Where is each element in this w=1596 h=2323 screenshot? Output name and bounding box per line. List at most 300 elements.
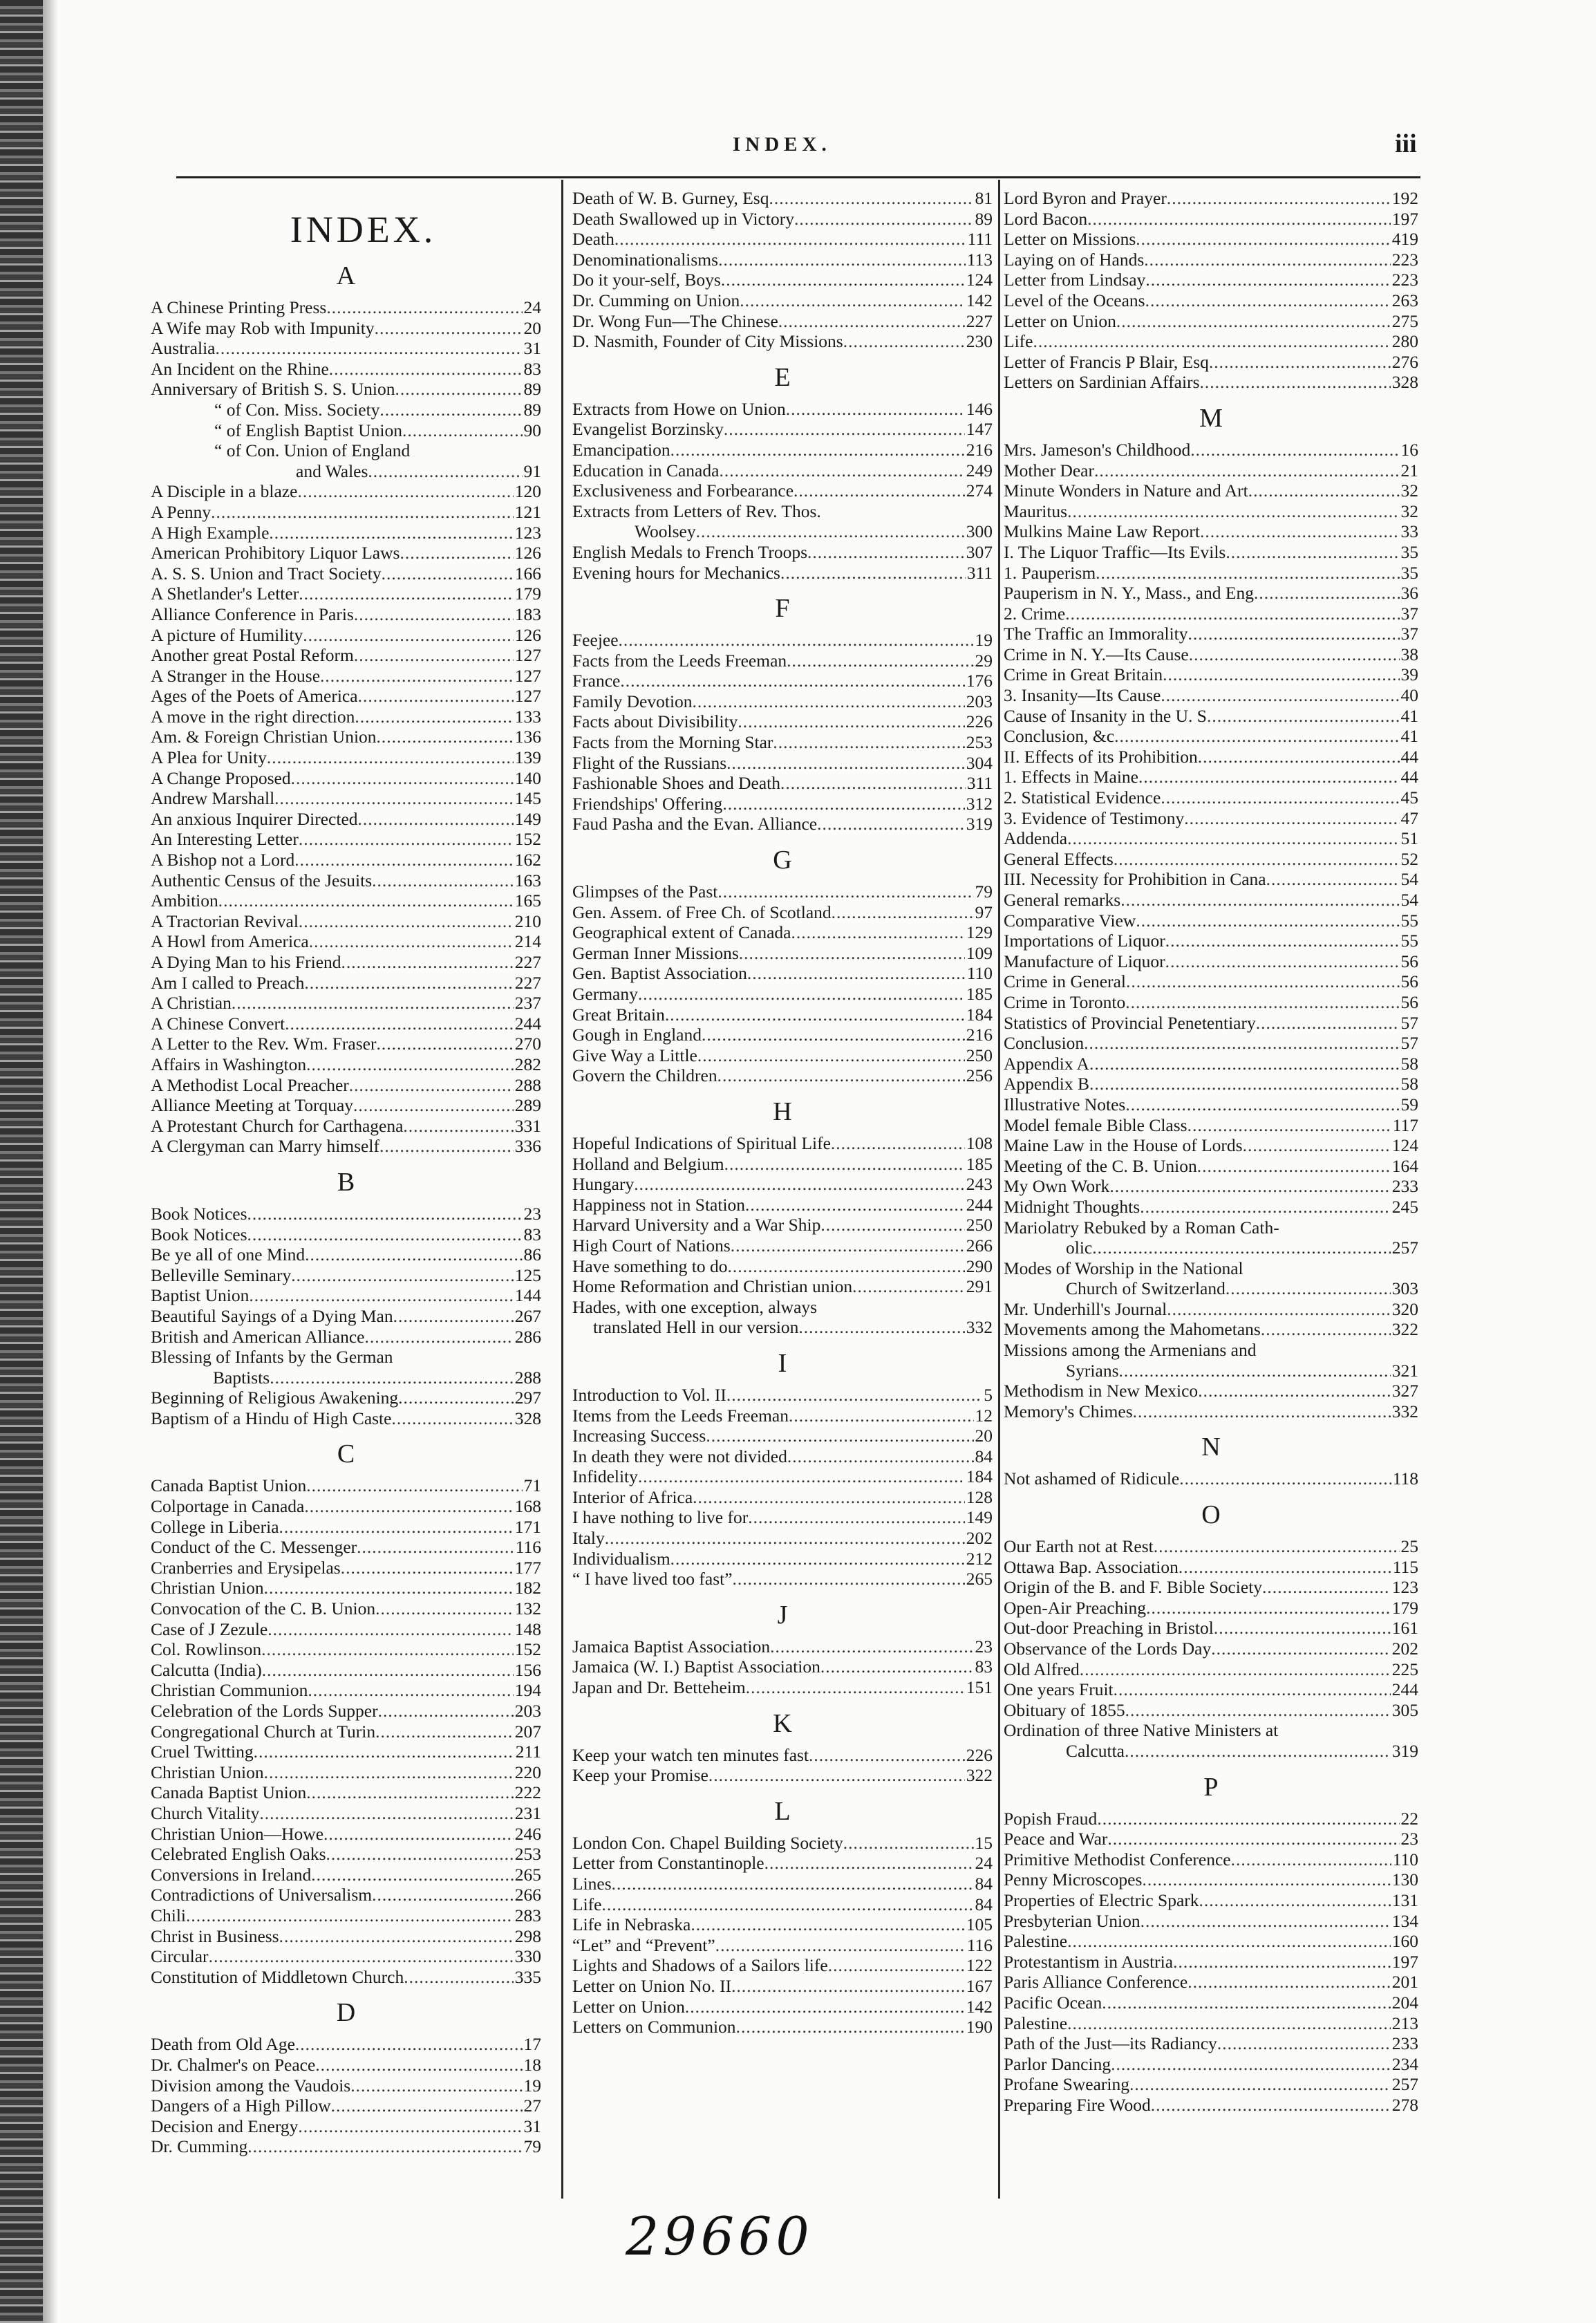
- dot-leader: [1120, 890, 1399, 911]
- page-ref: 250: [966, 1215, 993, 1235]
- page-ref: 35: [1400, 562, 1418, 583]
- header-rule: [176, 176, 1420, 178]
- entry-title: Keep your watch ten minutes fast: [572, 1744, 809, 1765]
- entry-title: Germany: [572, 984, 638, 1004]
- index-entry: [151, 1204, 541, 1224]
- index-subentry: [151, 420, 541, 441]
- section-letter: N: [1201, 1433, 1221, 1462]
- index-entry: [1004, 1340, 1418, 1361]
- dot-leader: [1165, 931, 1400, 951]
- index-entry: [1004, 1218, 1418, 1238]
- entry-title: German Inner Missions: [572, 942, 739, 963]
- index-entry-continuation: [1004, 1238, 1418, 1258]
- dot-leader: [247, 1204, 523, 1224]
- entry-title: In death they were not divided: [572, 1446, 787, 1466]
- entry-title: A High Example: [151, 522, 270, 543]
- index-entry: [1004, 1054, 1418, 1074]
- page-ref: 197: [1391, 1951, 1418, 1972]
- entry-title: Book Notices: [151, 1224, 247, 1244]
- index-entry: [151, 829, 541, 850]
- index-entry: [151, 1034, 541, 1054]
- dot-leader: [1096, 563, 1399, 584]
- index-entry: [151, 318, 541, 339]
- entry-title: Contradictions of Universalism: [151, 1885, 373, 1905]
- dot-leader: [1167, 188, 1391, 209]
- index-entry: [572, 881, 993, 902]
- entry-title: Open-Air Preaching: [1004, 1597, 1147, 1618]
- page-ref: 227: [966, 310, 993, 331]
- entry-title: Christian Union—Howe: [151, 1823, 324, 1844]
- dot-leader: [1190, 440, 1399, 460]
- page-ref: 194: [514, 1680, 541, 1701]
- entry-title: Observance of the Lords Day: [1004, 1639, 1212, 1659]
- entry-title: Obituary of 1855: [1004, 1699, 1125, 1720]
- index-entry: [1004, 1972, 1418, 1993]
- index-entry: [1004, 992, 1418, 1013]
- entry-title: Statistics of Provincial Penetentiary: [1004, 1012, 1256, 1033]
- page-ref: 156: [514, 1659, 541, 1680]
- index-entry: [1004, 1577, 1418, 1598]
- index-entry: [151, 379, 541, 400]
- dot-leader: [634, 1174, 965, 1195]
- dot-leader: [299, 829, 514, 850]
- page-ref: 222: [514, 1782, 541, 1803]
- index-subentry: [151, 440, 541, 461]
- dot-leader: [378, 1701, 514, 1722]
- page-ref: 105: [966, 1914, 993, 1935]
- entry-title: Baptist Union: [151, 1285, 250, 1306]
- page-ref: 161: [1391, 1618, 1418, 1639]
- entry-title: Laying on of Hands: [1004, 249, 1145, 270]
- index-entry: [572, 1385, 993, 1406]
- index-entry: [1004, 1679, 1418, 1700]
- entry-title: A Change Proposed: [151, 767, 291, 788]
- dot-leader: [1142, 1869, 1390, 1890]
- dot-leader: [1126, 971, 1399, 992]
- entry-title: A Disciple in a blaze: [151, 481, 298, 502]
- index-entry: [151, 666, 541, 687]
- entry-title: Importations of Liquor: [1004, 931, 1165, 951]
- section-letter: P: [1203, 1772, 1219, 1802]
- page-ref: 253: [514, 1844, 541, 1865]
- index-entry: [151, 338, 541, 359]
- index-entry: [572, 1914, 993, 1935]
- dot-leader: [269, 523, 513, 543]
- section-letter: K: [773, 1708, 792, 1738]
- entry-title: 2. Crime: [1004, 603, 1066, 624]
- entry-title: Chili: [151, 1905, 187, 1925]
- page-ref: 226: [966, 1744, 993, 1765]
- page-ref: 120: [514, 481, 541, 502]
- page-ref: 83: [975, 1657, 993, 1677]
- index-entry: [151, 2075, 541, 2096]
- index-entry: [1004, 1931, 1418, 1952]
- dot-leader: [831, 1133, 965, 1154]
- dot-leader: [377, 727, 514, 747]
- entry-title: Mariolatry Rebuked by a Roman Cath-: [1004, 1217, 1279, 1238]
- page-ref: 41: [1400, 726, 1418, 747]
- dot-leader: [403, 1116, 513, 1137]
- entry-title: Paris Alliance Conference: [1004, 1972, 1188, 1993]
- dot-leader: [702, 1025, 965, 1045]
- index-entry: [572, 209, 993, 230]
- entry-title: Baptists: [213, 1367, 270, 1388]
- index-entry: [1004, 521, 1418, 542]
- entry-title: Jamaica (W. I.) Baptist Association: [572, 1657, 820, 1677]
- dot-leader: [1161, 787, 1399, 808]
- dot-leader: [1226, 542, 1399, 563]
- page-ref: 332: [966, 1317, 993, 1338]
- page-ref: 164: [1391, 1155, 1418, 1176]
- entry-title: Holland and Belgium: [572, 1153, 724, 1174]
- dot-leader: [820, 1657, 974, 1677]
- section-letter: H: [773, 1097, 792, 1126]
- page-ref: 35: [1400, 541, 1418, 562]
- page-ref: 210: [514, 911, 541, 931]
- entry-title: A Shetlander's Letter: [151, 584, 299, 604]
- dot-leader: [358, 809, 514, 830]
- page-ref: 47: [1400, 808, 1418, 828]
- page-ref: 201: [1391, 1972, 1418, 1993]
- dot-leader: [769, 188, 973, 209]
- index-entry: [572, 563, 993, 584]
- dot-leader: [1243, 1135, 1391, 1156]
- index-entry: [572, 1466, 993, 1487]
- dot-leader: [1254, 583, 1400, 604]
- index-entry: [572, 1005, 993, 1025]
- dot-leader: [739, 943, 965, 964]
- entry-title: Christian Union: [151, 1578, 264, 1598]
- entry-title: Letter of Francis P Blair, Esq: [1004, 351, 1209, 372]
- page-ref: 71: [523, 1475, 541, 1496]
- index-entry: [1004, 2074, 1418, 2095]
- entry-title: Colportage in Canada: [151, 1496, 305, 1517]
- dot-leader: [852, 1276, 965, 1297]
- dot-leader: [719, 460, 964, 481]
- entry-title: A Letter to the Rev. Wm. Fraser: [151, 1034, 377, 1054]
- dot-leader: [1248, 481, 1400, 501]
- dot-leader: [1211, 1639, 1391, 1659]
- page-ref: 203: [514, 1701, 541, 1721]
- index-entry: [572, 1426, 993, 1446]
- page-ref: 270: [514, 1034, 541, 1054]
- dot-leader: [791, 922, 964, 943]
- dot-leader: [828, 1955, 965, 1976]
- dot-leader: [726, 753, 965, 774]
- index-entry: [1004, 869, 1418, 890]
- dot-leader: [375, 1722, 514, 1742]
- page-ref: 176: [966, 671, 993, 691]
- page-ref: 144: [514, 1285, 541, 1306]
- dot-leader: [264, 1578, 514, 1598]
- index-entry: [572, 814, 993, 834]
- entry-title: Lines: [572, 1874, 612, 1894]
- page-ref: 253: [966, 732, 993, 753]
- dot-leader: [1226, 1278, 1391, 1299]
- page-ref: 182: [514, 1578, 541, 1598]
- page-ref: 213: [1391, 2013, 1418, 2033]
- entry-title: Dangers of a High Pillow: [151, 2096, 331, 2116]
- dot-leader: [357, 1537, 514, 1558]
- dot-leader: [665, 1005, 965, 1025]
- entry-title: Anniversary of British S. S. Union: [151, 379, 395, 400]
- dot-leader: [323, 1824, 514, 1845]
- entry-title: Mauritus: [1004, 501, 1068, 521]
- page-ref: 54: [1400, 890, 1418, 910]
- entry-title: I. The Liquor Traffic—Its Evils: [1004, 541, 1226, 562]
- page-ref: 123: [1391, 1577, 1418, 1598]
- page-ref: 327: [1391, 1381, 1418, 1401]
- dot-leader: [747, 963, 966, 984]
- entry-title: III. Necessity for Prohibition in Cana: [1004, 869, 1266, 890]
- page-ref: 31: [523, 2116, 541, 2136]
- index-entry: [572, 963, 993, 984]
- page-ref: 124: [966, 270, 993, 290]
- page-ref: 84: [975, 1874, 993, 1894]
- dot-leader: [731, 1235, 965, 1256]
- index-entry: [151, 1762, 541, 1783]
- page-ref: 125: [514, 1265, 541, 1285]
- index-entry: [151, 1885, 541, 1905]
- index-entry: [151, 850, 541, 870]
- page-ref: 17: [523, 2034, 541, 2055]
- dot-leader: [1217, 2033, 1391, 2054]
- dot-leader: [279, 1926, 514, 1947]
- entry-title: 3. Insanity—Its Cause: [1004, 685, 1161, 706]
- index-entry-continuation: [1004, 1361, 1418, 1381]
- page-ref: 202: [966, 1528, 993, 1549]
- index-entry-continuation: [151, 461, 541, 482]
- dot-leader: [696, 521, 965, 542]
- page-ref: 147: [966, 419, 993, 440]
- page-ref: 145: [514, 788, 541, 809]
- dot-leader: [1107, 1829, 1399, 1849]
- entry-title: A Plea for Unity: [151, 747, 267, 768]
- page-ref: 220: [514, 1762, 541, 1782]
- entry-title: Life: [1004, 331, 1033, 352]
- index-entry: [151, 1578, 541, 1598]
- page-ref: 335: [514, 1966, 541, 1987]
- index-entry: [1004, 372, 1418, 393]
- entry-title: Profane Swearing: [1004, 2074, 1129, 2095]
- page-ref: 121: [514, 501, 541, 522]
- page-ref: 20: [523, 317, 541, 338]
- page-ref: 312: [966, 793, 993, 814]
- entry-title: olic: [1066, 1238, 1093, 1258]
- page-ref: 190: [966, 2017, 993, 2037]
- index-entry: [572, 630, 993, 651]
- entry-title: Lord Bacon: [1004, 208, 1088, 229]
- page-ref: 214: [514, 931, 541, 952]
- dot-leader: [1140, 1197, 1391, 1218]
- entry-title: translated Hell in our version: [593, 1317, 799, 1338]
- page-ref: 216: [966, 1025, 993, 1045]
- entry-title: The Traffic an Immorality: [1004, 624, 1188, 644]
- entry-title: Evangelist Borzinsky: [572, 419, 724, 440]
- page-ref: 256: [966, 1065, 993, 1086]
- index-entry: [151, 1327, 541, 1347]
- page-ref: 133: [514, 706, 541, 727]
- section-letter: A: [336, 261, 356, 290]
- entry-title: Beautiful Sayings of a Dying Man: [151, 1305, 393, 1326]
- page-ref: 79: [975, 881, 993, 902]
- index-entry: [572, 1833, 993, 1854]
- index-entry: [1004, 644, 1418, 665]
- index-entry: [572, 671, 993, 691]
- page-ref: 288: [514, 1367, 541, 1388]
- index-column-3: [1004, 188, 1418, 2207]
- index-entry: [151, 1388, 541, 1408]
- page-ref: 23: [1400, 1829, 1418, 1849]
- page-ref: 250: [966, 1045, 993, 1065]
- dot-leader: [1146, 1598, 1391, 1618]
- page-ref: 233: [1391, 2033, 1418, 2054]
- index-entry: [1004, 685, 1418, 706]
- entry-title: Keep your Promise: [572, 1765, 708, 1786]
- entry-title: Appendix B: [1004, 1074, 1089, 1094]
- entry-title: English Medals to French Troops: [572, 541, 808, 562]
- dot-leader: [1089, 1074, 1400, 1094]
- index-entry: [1004, 440, 1418, 460]
- dot-leader: [787, 651, 973, 671]
- index-entry: [151, 768, 541, 789]
- entry-title: 3. Evidence of Testimony: [1004, 808, 1185, 828]
- entry-title: A Chinese Printing Press: [151, 297, 327, 317]
- dot-leader: [1125, 992, 1399, 1013]
- page-ref: 212: [966, 1548, 993, 1569]
- page-ref: 322: [966, 1765, 993, 1786]
- page-ref: 83: [523, 358, 541, 379]
- index-entry: [1004, 1809, 1418, 1829]
- page-ref: 97: [975, 902, 993, 922]
- dot-leader: [724, 419, 965, 440]
- page-ref: 160: [1391, 1931, 1418, 1952]
- page-ref: 55: [1400, 931, 1418, 951]
- index-entry: [151, 952, 541, 973]
- index-entry: [572, 1636, 993, 1657]
- entry-title: Harvard University and a War Ship: [572, 1215, 821, 1235]
- index-entry: [1004, 1135, 1418, 1156]
- index-entry: [151, 1306, 541, 1327]
- page-ref: 58: [1400, 1053, 1418, 1074]
- dot-leader: [722, 794, 964, 814]
- page-ref: 84: [975, 1446, 993, 1466]
- page-ref: 184: [966, 1004, 993, 1025]
- index-entry: [572, 1745, 993, 1766]
- entry-title: Flight of the Russians: [572, 752, 727, 773]
- page-ref: 297: [514, 1388, 541, 1408]
- entry-title: Letter on Union No. II: [572, 1975, 732, 1996]
- entry-title: Dr. Cumming: [151, 2136, 248, 2157]
- page-ref: 231: [514, 1802, 541, 1823]
- entry-title: “Let” and “Prevent”: [572, 1934, 715, 1955]
- page-ref: 211: [515, 1742, 541, 1762]
- page-ref: 249: [966, 460, 993, 481]
- dot-leader: [400, 543, 513, 563]
- index-entry: [572, 290, 993, 311]
- index-entry: [1004, 911, 1418, 931]
- entry-title: Evening hours for Mechanics: [572, 562, 780, 583]
- page-ref: 290: [966, 1256, 993, 1276]
- entry-title: Family Devotion: [572, 691, 693, 711]
- entry-title: A Wife may Rob with Impunity: [151, 317, 375, 338]
- page-ref: 113: [966, 249, 993, 270]
- index-entry: [572, 419, 993, 440]
- dot-leader: [780, 563, 966, 584]
- page-ref: 319: [1391, 1740, 1418, 1761]
- index-entry: [151, 584, 541, 604]
- page-ref: 283: [514, 1905, 541, 1925]
- dot-leader: [331, 2096, 523, 2116]
- dot-leader: [1200, 521, 1400, 542]
- dot-leader: [691, 1914, 964, 1935]
- index-entry-continuation: [572, 1317, 993, 1338]
- index-entry: [572, 691, 993, 712]
- entry-title: Popish Fraud: [1004, 1808, 1098, 1829]
- dot-leader: [1140, 1911, 1391, 1932]
- index-entry: [1004, 2054, 1418, 2075]
- entry-title: Cause of Insanity in the U. S: [1004, 705, 1207, 726]
- index-entry: [1004, 1176, 1418, 1197]
- entry-title: Letters on Sardinian Affairs: [1004, 372, 1200, 393]
- dot-leader: [232, 993, 514, 1014]
- page-ref: 23: [975, 1636, 993, 1657]
- dot-leader: [398, 1388, 514, 1408]
- dot-leader: [780, 773, 966, 794]
- dot-leader: [1109, 1176, 1390, 1197]
- dot-leader: [1125, 1700, 1391, 1721]
- index-entry: [1004, 188, 1418, 209]
- entry-title: Life: [572, 1894, 602, 1914]
- index-entry: [1004, 1468, 1418, 1489]
- entry-title: Minute Wonders in Nature and Art: [1004, 481, 1248, 501]
- page-ref: 171: [514, 1516, 541, 1537]
- dot-leader: [670, 1549, 965, 1569]
- index-entry: [1004, 971, 1418, 992]
- page-ref: 216: [966, 439, 993, 460]
- dot-leader: [270, 1368, 514, 1388]
- page-ref: 286: [514, 1326, 541, 1347]
- index-entry: [1004, 229, 1418, 250]
- index-entry: [1004, 1156, 1418, 1177]
- entry-title: Happiness not in Station: [572, 1194, 746, 1215]
- page-ref: 319: [966, 814, 993, 834]
- index-entry: [151, 1408, 541, 1429]
- dot-leader: [1198, 1381, 1391, 1401]
- page-ref: 244: [514, 1013, 541, 1034]
- page-ref: 331: [514, 1115, 541, 1136]
- entry-title: Ages of the Poets of America: [151, 686, 358, 707]
- page-ref: 84: [975, 1894, 993, 1914]
- dot-leader: [1209, 352, 1391, 373]
- index-entry: [151, 625, 541, 646]
- index-entry-continuation: [1004, 1278, 1418, 1299]
- dot-leader: [1097, 1809, 1399, 1829]
- page-ref: 303: [1391, 1278, 1418, 1299]
- index-title: INDEX.: [290, 209, 437, 250]
- page-ref: 146: [966, 398, 993, 419]
- page-ref: 15: [975, 1832, 993, 1853]
- entry-title: Conclusion, &c: [1004, 726, 1115, 747]
- dot-leader: [843, 331, 965, 352]
- page-ref: 25: [1400, 1536, 1418, 1557]
- entry-title: Cruel Twitting: [151, 1742, 254, 1762]
- index-entry: [151, 707, 541, 727]
- entry-title: Penny Microscopes: [1004, 1869, 1143, 1890]
- entry-title: An anxious Inquirer Directed: [151, 808, 358, 829]
- dot-leader: [798, 1317, 964, 1338]
- entry-title: Case of J Zezule: [151, 1618, 268, 1639]
